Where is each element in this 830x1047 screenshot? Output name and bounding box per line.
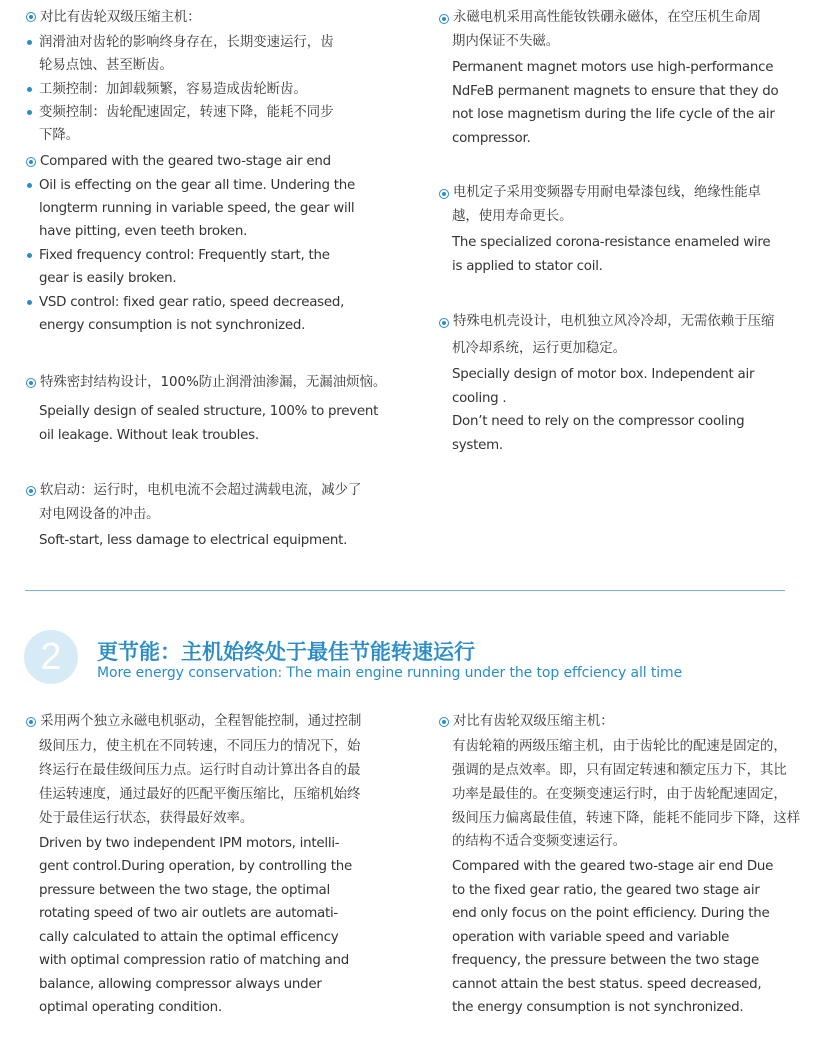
dual-motor-en-line-3: pressure between the two stage, the optimal xyxy=(39,883,330,898)
geared-bullet-cn-1-line-2: 轮易点蚀、甚至断齿。 xyxy=(39,58,173,73)
geared-compare-en-line-1: Compared with the geared two-stage air end Due xyxy=(452,859,774,874)
geared-bullet-en-2-line-1: Fixed frequency control: Frequently start, the xyxy=(39,248,330,263)
section-title-cn: 更节能：主机始终处于最佳节能转速运行 xyxy=(97,640,475,664)
section-number-badge xyxy=(24,630,78,684)
housing-en-line-1: Specially design of motor box. Independent air xyxy=(452,367,755,382)
magnet-en-line-4: compressor. xyxy=(452,131,531,146)
geared-bullet-cn-1-line-1: 润滑油对齿轮的影响终身存在，长期变速运行，齿 xyxy=(39,35,334,50)
geared-bullet-en-2-line-2: gear is easily broken. xyxy=(39,271,177,286)
housing-en-line-2: cooling . xyxy=(452,391,507,406)
geared-compare-cn-line-3: 功率是最佳的。在变频变速运行时，由于齿轮配速固定， xyxy=(452,787,787,802)
section-divider xyxy=(25,590,785,591)
geared-bullet-en-3-line-1: VSD control: fixed gear ratio, speed decreased, xyxy=(39,295,345,310)
housing-en-line-3: Don’t need to rely on the compressor cooling xyxy=(452,414,745,429)
housing-cn-line-1: 特殊电机壳设计，电机独立风冷冷却，无需依赖于压缩 xyxy=(453,314,775,329)
geared-compare-en-line-5: frequency, the pressure between the two stage xyxy=(452,953,759,968)
magnet-en-line-2: NdFeB permanent magnets to ensure that they do xyxy=(452,84,779,99)
seal-title-cn: 特殊密封结构设计，100%防止润滑油渗漏，无漏油烦恼。 xyxy=(40,375,387,390)
dual-motor-cn-line-3: 终运行在最佳级间压力点。运行时自动计算出各自的最 xyxy=(39,763,361,778)
geared-compare-en-line-6: cannot attain the best status. speed decreased, xyxy=(452,977,762,992)
bullet-dot-icon xyxy=(27,87,32,92)
geared-compare-en-line-7: the energy consumption is not synchronized. xyxy=(452,1000,744,1015)
magnet-cn-line-1: 永磁电机采用高性能钕铁硼永磁体，在空压机生命周 xyxy=(453,10,761,25)
geared-bullet-cn-3-line-1: 变频控制：齿轮配速固定，转速下降，能耗不同步 xyxy=(39,105,334,120)
housing-cn-line-2: 机冷却系统，运行更加稳定。 xyxy=(452,341,627,356)
geared-compare-cn-line-5: 的结构不适合变频变速运行。 xyxy=(452,834,627,849)
geared-bullet-en-1-line-1: Oil is effecting on the gear all time. Undering the xyxy=(39,178,355,193)
geared-bullet-cn-2: 工频控制：加卸载频繁，容易造成齿轮断齿。 xyxy=(39,82,307,97)
dual-motor-cn-line-4: 佳运转速度，通过最好的匹配平衡压缩比，压缩机始终 xyxy=(39,787,361,802)
stator-en-line-1: The specialized corona-resistance enameled wire xyxy=(452,235,771,250)
dual-motor-en-line-2: gent control.During operation, by controlling the xyxy=(39,859,352,874)
dual-motor-en-line-4: rotating speed of two air outlets are automati- xyxy=(39,906,339,921)
geared-compare-cn-line-1: 有齿轮箱的两级压缩主机，由于齿轮比的配速是固定的， xyxy=(452,739,787,754)
geared-compare-cn-line-2: 强调的是点效率。即，只有固定转速和额定压力下，其比 xyxy=(452,763,787,778)
geared-compare-en-line-3: end only focus on the point efficiency. During the xyxy=(452,906,770,921)
geared-bullet-en-1-line-2: longterm running in variable speed, the gear will xyxy=(39,201,355,216)
seal-en-line-2: oil leakage. Without leak troubles. xyxy=(39,428,259,443)
bullet-dot-icon xyxy=(27,110,32,115)
seal-en-line-1: Speially design of sealed structure, 100% to prevent xyxy=(39,404,379,419)
geared-bullet-cn-3-line-2: 下降。 xyxy=(39,128,80,143)
housing-en-line-4: system. xyxy=(452,438,503,453)
stator-cn-line-2: 越，使用寿命更长。 xyxy=(452,209,573,224)
magnet-en-line-1: Permanent magnet motors use high-performance xyxy=(452,60,774,75)
dual-motor-cn-line-5: 处于最佳运行状态，获得最好效率。 xyxy=(39,811,254,826)
section-number: 2 xyxy=(40,635,62,678)
soft-start-en: Soft-start, less damage to electrical equipment. xyxy=(39,533,348,548)
stator-cn-line-1: 电机定子采用变频器专用耐电晕漆包线，绝缘性能卓 xyxy=(453,185,761,200)
geared-compare-title-cn: 对比有齿轮双级压缩主机： xyxy=(453,714,614,729)
bullet-dot-icon xyxy=(27,40,32,45)
dual-motor-cn-line-1: 采用两个独立永磁电机驱动，全程智能控制，通过控制 xyxy=(40,714,362,729)
geared-compare-en-line-2: to the fixed gear ratio, the geared two stage air xyxy=(452,883,760,898)
geared-compare-en-line-4: operation with variable speed and variable xyxy=(452,930,730,945)
dual-motor-en-line-7: balance, allowing compressor always under xyxy=(39,977,322,992)
magnet-cn-line-2: 期内保证不失磁。 xyxy=(452,34,560,49)
geared-title-cn: 对比有齿轮双级压缩主机： xyxy=(40,10,201,25)
dual-motor-cn-line-2: 级间压力，使主机在不同转速，不同压力的情况下，始 xyxy=(39,739,361,754)
soft-start-cn-line-2: 对电网设备的冲击。 xyxy=(39,507,160,522)
bullet-dot-icon xyxy=(27,253,32,258)
bullet-dot-icon xyxy=(27,300,32,305)
geared-bullet-en-3-line-2: energy consumption is not synchronized. xyxy=(39,318,306,333)
soft-start-cn-line-1: 软启动：运行时，电机电流不会超过满载电流，减少了 xyxy=(40,483,362,498)
magnet-en-line-3: not lose magnetism during the life cycle of the air xyxy=(452,107,775,122)
geared-title-en: Compared with the geared two-stage air end xyxy=(40,154,331,169)
dual-motor-en-line-6: with optimal compression ratio of matching and xyxy=(39,953,350,968)
section-title-en: More energy conservation: The main engine running under the top effciency all time xyxy=(97,665,683,681)
geared-compare-cn-line-4: 级间压力偏离最佳值，转速下降，能耗不能同步下降，这样 xyxy=(452,811,801,826)
dual-motor-en-line-8: optimal operating condition. xyxy=(39,1000,222,1015)
dual-motor-en-line-1: Driven by two independent IPM motors, intelli- xyxy=(39,836,340,851)
geared-bullet-en-1-line-3: have pitting, even teeth broken. xyxy=(39,224,248,239)
stator-en-line-2: is applied to stator coil. xyxy=(452,259,603,274)
dual-motor-en-line-5: cally calculated to attain the optimal efficency xyxy=(39,930,339,945)
bullet-dot-icon xyxy=(27,183,32,188)
